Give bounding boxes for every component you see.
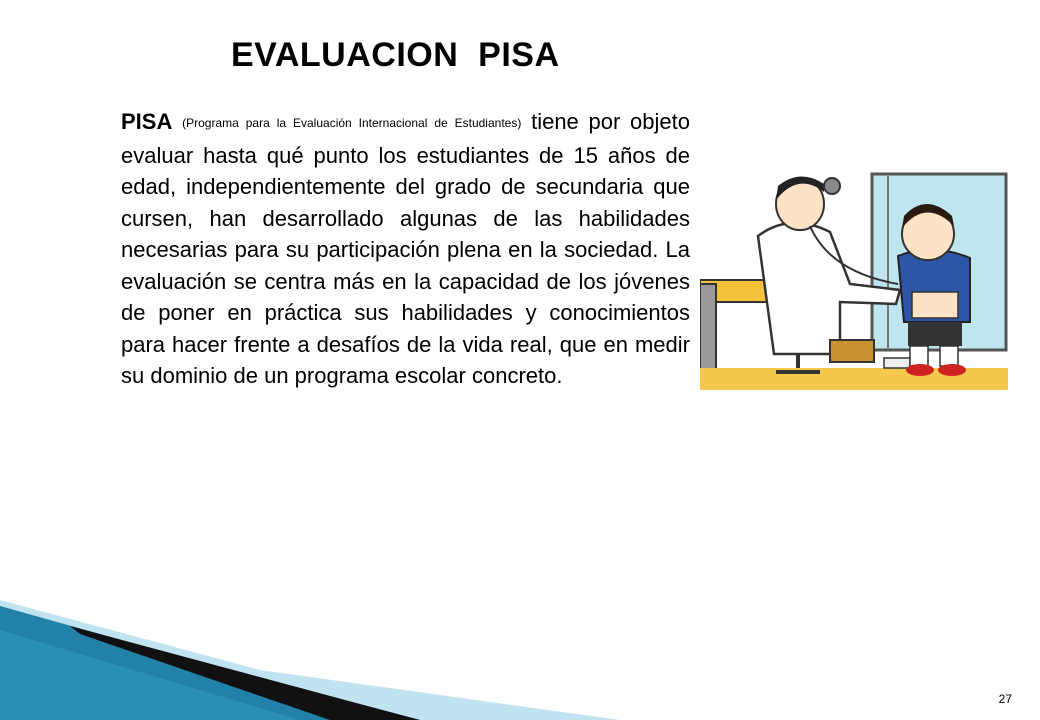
page-number: 27: [998, 692, 1012, 706]
pisa-parenthetical: (Programa para la Evaluación Internacional de Estudiantes): [182, 116, 522, 130]
paragraph-text: tiene por objeto evaluar hasta qué punto los estudiantes de 15 años de edad, independientemente del grado de secundaria que cursen, han desarrollado algunas de las habilidades necesarias para su participación plena en la sociedad. La evaluación se centra más en la capacidad de los jóvenes de poner en práctica sus habilidades y conocimientos para hacer frente a desafíos de la vida real, que en medir su dominio de un programa escolar concreto.: [121, 109, 690, 388]
pisa-lead: PISA: [121, 109, 173, 134]
doctor-examining-child-illustration: [700, 172, 1008, 390]
decorative-swoosh: [0, 600, 1040, 720]
body-paragraph: [121, 106, 690, 392]
slide-title: EVALUACION PISA: [231, 36, 560, 74]
